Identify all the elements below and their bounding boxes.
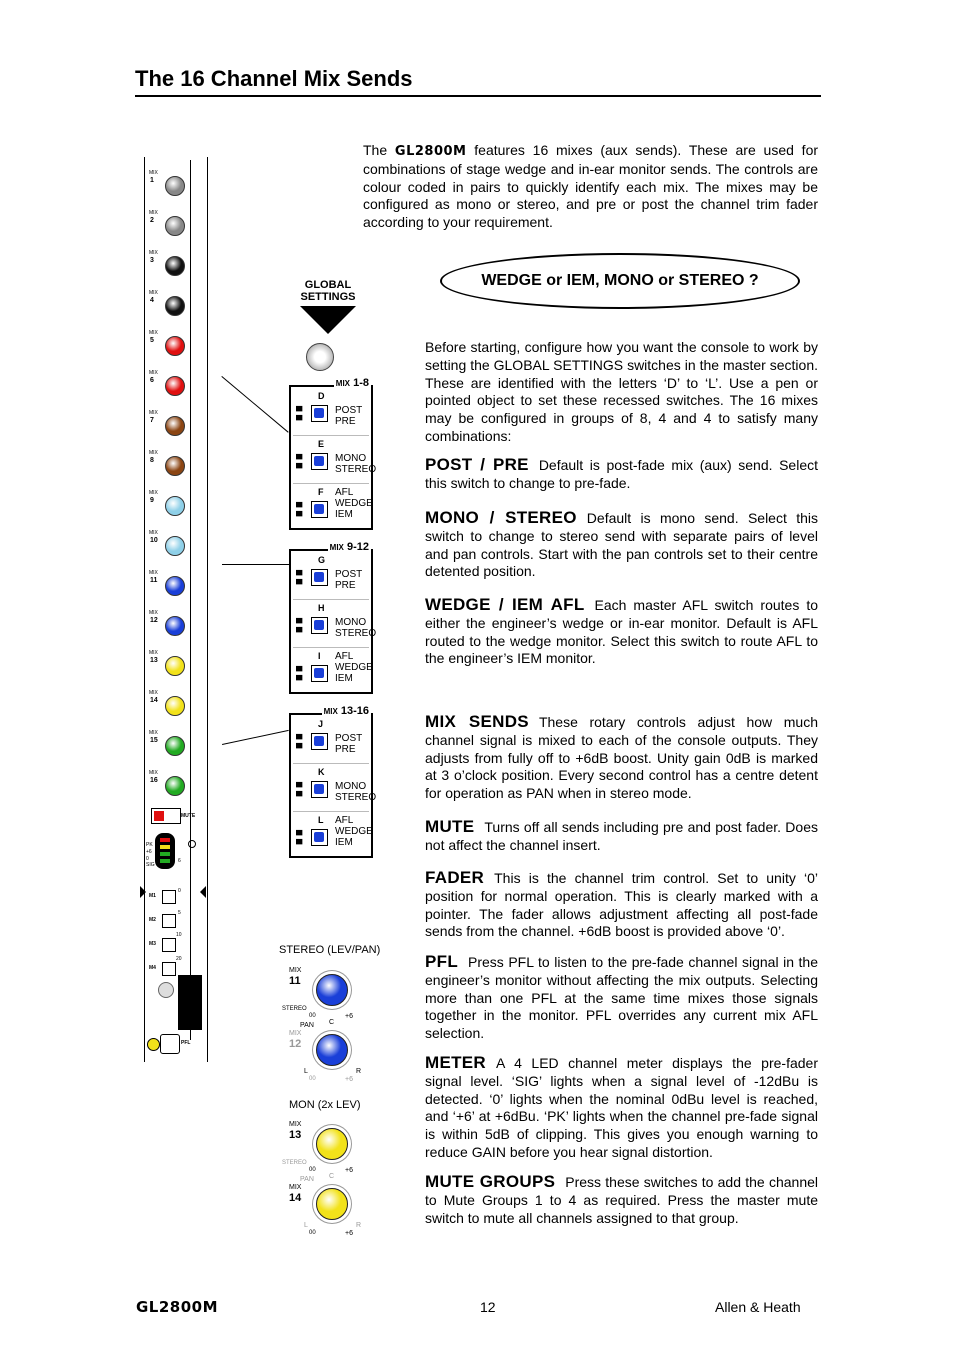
mute-group-m3-label: M3 <box>149 941 156 947</box>
mix-13-knob[interactable] <box>165 656 185 676</box>
section-text: Default is post-fade mix (aux) send. Select this switch to change to pre-fade. <box>425 457 818 491</box>
mon-level-knob-a[interactable] <box>316 1128 348 1160</box>
switch-labels <box>335 617 376 639</box>
panel-title-range: 9-12 <box>346 541 369 553</box>
page-number: 12 <box>480 1299 496 1315</box>
meter-label-0: 0 <box>146 856 149 862</box>
stereo-example-caption: STEREO (LEV/PAN) <box>279 944 381 956</box>
switch-row-l <box>291 815 371 867</box>
switch-i-button[interactable] <box>311 665 328 682</box>
row-divider <box>293 435 369 436</box>
stereo-word: STEREO <box>282 1006 307 1012</box>
switch-label-1: AFL <box>335 651 354 662</box>
stereo-level-knob[interactable] <box>316 974 348 1006</box>
mix-word: MIX <box>289 967 302 974</box>
mix-6-knob[interactable] <box>165 376 185 396</box>
pan-r-label: R <box>356 1068 362 1075</box>
stereo-word: STEREO <box>282 1160 307 1166</box>
fader-scale-10: 10 <box>176 932 182 938</box>
fader-unity-arrow-right <box>200 886 206 898</box>
mix-9-knob[interactable] <box>165 496 185 516</box>
mix-word: MIX <box>289 1184 302 1191</box>
scale-plus6: +6 <box>345 1076 353 1083</box>
section-heading: METER <box>425 1053 486 1072</box>
strip-mix-number: 11 <box>150 577 158 584</box>
intro-text: features 16 mixes (aux sends). These are used for combinations of stage wedge and in-ear monitor sends. The controls are colour coded in pairs to quickly identify each mix. The mixes may be configured as mono or stereo, and pre or post the channel trim fader according to your requirement. <box>363 142 819 231</box>
switch-letter: D <box>318 391 325 401</box>
product-logo: GL2800M <box>394 144 467 159</box>
switch-symbol-icon: ▀ ▀ <box>296 782 303 801</box>
strip-mix-word: MIX <box>149 770 158 776</box>
strip-mix-number: 13 <box>150 657 158 664</box>
stereo-example <box>282 962 382 1087</box>
panel-title-prefix: MIX <box>329 543 344 552</box>
pan-word: PAN <box>300 1022 314 1029</box>
switch-letter: I <box>318 651 321 661</box>
strip-mix-number: 7 <box>150 417 154 424</box>
switch-j-button[interactable] <box>311 733 328 750</box>
mix-10-knob[interactable] <box>165 536 185 556</box>
mute-group-m1-label: M1 <box>149 893 156 899</box>
switch-g-button[interactable] <box>311 569 328 586</box>
switch-h-button[interactable] <box>311 617 328 634</box>
stereo-pan-knob[interactable] <box>316 1034 348 1066</box>
switch-symbol-icon: ▀ ▀ <box>296 570 303 589</box>
intro-pre: The <box>363 142 388 158</box>
mute-group-m4-button[interactable] <box>162 962 176 976</box>
switch-label-2: WEDGE <box>335 498 373 509</box>
switch-symbol-icon: ▀ ▀ <box>296 666 303 685</box>
switch-label-2: PRE <box>335 416 356 427</box>
switch-letter: J <box>318 719 324 729</box>
strip-mix-number: 10 <box>150 537 158 544</box>
mix-number-a: 11 <box>289 975 301 987</box>
section-text: Press PFL to listen to the pre-fade channel signal in the engineer’s monitor without affecting the mix outputs. Selecting more than one PFL at the same time mixes those signals together in the monitor. PFL overrides any current mix AFL selection. <box>425 954 818 1042</box>
pfl-button[interactable] <box>160 1034 180 1054</box>
strip-mix-number: 3 <box>150 257 154 264</box>
scale-plus6: +6 <box>345 1167 353 1174</box>
mix-number-a: 13 <box>289 1129 302 1141</box>
mon-level-knob-b[interactable] <box>316 1188 348 1220</box>
mute-group-m2-label: M2 <box>149 917 156 923</box>
panel-title-range: 13-16 <box>340 705 369 717</box>
switch-label-1: MONO <box>335 781 367 792</box>
switch-row-i <box>291 651 371 703</box>
strip-mix-word: MIX <box>149 450 158 456</box>
switch-label-2: PRE <box>335 744 356 755</box>
section-mute-groups <box>425 1173 818 1227</box>
panel-title-prefix: MIX <box>323 707 338 716</box>
switch-label-2: STEREO <box>335 464 377 475</box>
strip-mix-number: 2 <box>150 217 154 224</box>
section-meter <box>425 1054 818 1162</box>
switch-f-button[interactable] <box>311 501 328 518</box>
strip-mix-word: MIX <box>149 690 158 696</box>
global-settings-arrow-icon <box>300 306 356 334</box>
section-text: This is the channel trim control. Set to unity ‘0’ position for normal operation. This is clearly marked with a pointer. The fader allows adjustment affecting all post-fade sends from the channel. +6dB boost is provided above ‘0’. <box>425 870 818 940</box>
strip-mix-number: 6 <box>150 377 154 384</box>
switch-symbol-icon: ▀ ▀ <box>296 406 303 425</box>
section-text: Each master AFL switch routes to either the engineer’s wedge or in-ear monitor. Default is AFL routed to the wedge monitor. Select this switch to route AFL to the engineer’s IEM monitor. <box>425 597 818 667</box>
fader-screw <box>188 840 196 848</box>
switch-letter: G <box>318 555 326 565</box>
strip-mix-word: MIX <box>149 610 158 616</box>
pan-word: PAN <box>300 1176 314 1183</box>
section-mute <box>425 818 818 855</box>
section-text: Turns off all sends including pre and post fader. Does not affect the channel insert. <box>425 819 818 853</box>
switch-labels <box>335 487 373 520</box>
fader-scale-6: 6 <box>178 858 181 864</box>
section-text: Press these switches to add the channel to Mute Groups 1 to 4 as required. Press the master mute switch to mute all channels assigned to that group. <box>425 1174 818 1226</box>
mix-number-b: 12 <box>289 1038 302 1050</box>
mix-11-knob[interactable] <box>165 576 185 596</box>
mix-15-knob[interactable] <box>165 736 185 756</box>
scale-off: 00 <box>309 1167 316 1173</box>
strip-mix-number: 8 <box>150 457 154 464</box>
strip-mix-word: MIX <box>149 730 158 736</box>
leader-line-1-8 <box>221 376 288 433</box>
switch-label-2: STEREO <box>335 628 377 639</box>
panel-title <box>334 377 371 389</box>
panel-title <box>322 705 371 717</box>
switch-k-button[interactable] <box>311 781 328 798</box>
switch-label-1: MONO <box>335 617 367 628</box>
leader-line-9-12 <box>222 564 290 565</box>
switch-letter: L <box>318 815 324 825</box>
row-divider <box>293 599 369 600</box>
mix-5-knob[interactable] <box>165 336 185 356</box>
strip-mix-number: 15 <box>150 737 158 744</box>
strip-mix-word: MIX <box>149 170 158 176</box>
mix-3-knob[interactable] <box>165 256 185 276</box>
before-starting-paragraph: Before starting, configure how you want the console to work by setting the GLOBAL SETTINGS switches in the master section. These are identified with the letters ‘D’ to ‘L’. Use a pen or pointed object to set these recessed switches. The 16 mixes may be configured in groups of 8, 4 and 4 to satisfy many combinations: <box>425 339 818 444</box>
switch-row-f <box>291 487 371 539</box>
pan-l-label: L <box>304 1068 308 1075</box>
switch-labels <box>335 405 362 427</box>
switch-label-1: MONO <box>335 453 367 464</box>
strip-mix-word: MIX <box>149 370 158 376</box>
mix-4-knob[interactable] <box>165 296 185 316</box>
meter-led-pk <box>160 838 170 842</box>
switch-label-1: AFL <box>335 815 354 826</box>
section-heading: MUTE GROUPS <box>425 1172 556 1191</box>
switch-label-3: IEM <box>335 837 353 848</box>
meter-led-sig <box>160 859 170 863</box>
panel-title-prefix: MIX <box>335 379 351 388</box>
mute-button[interactable] <box>151 808 181 824</box>
strip-mix-number: 4 <box>150 297 154 304</box>
strip-mix-word: MIX <box>149 650 158 656</box>
fader-scale-5: 5 <box>178 910 181 916</box>
footer-product-logo: GL2800M <box>136 1298 219 1316</box>
switch-letter: H <box>318 603 325 613</box>
switch-letter: F <box>318 487 324 497</box>
mute-indicator <box>154 811 164 821</box>
insert-screw <box>158 982 174 998</box>
switch-labels <box>335 453 376 475</box>
scale-off: 00 <box>309 1230 316 1236</box>
global-settings-label-line2: SETTINGS <box>300 291 356 303</box>
section-heading: POST / PRE <box>425 455 529 474</box>
strip-mix-word: MIX <box>149 410 158 416</box>
switch-labels <box>335 733 362 755</box>
mix-word: MIX <box>289 1121 302 1128</box>
strip-mix-number: 14 <box>150 697 158 704</box>
switch-symbol-icon: ▀ ▀ <box>296 734 303 753</box>
section-pfl <box>425 953 818 1043</box>
section-fader <box>425 869 818 941</box>
switch-symbol-icon: ▀ ▀ <box>296 454 303 473</box>
switch-l-button[interactable] <box>311 829 328 846</box>
mix-14-knob[interactable] <box>165 696 185 716</box>
callout-text: WEDGE or IEM, MONO or STEREO ? <box>481 272 759 289</box>
row-divider <box>293 811 369 812</box>
switch-label-2: PRE <box>335 580 356 591</box>
global-settings-panel-mix-13-16 <box>289 705 377 858</box>
meter-label-sig: SIG <box>146 862 155 868</box>
section-text: These rotary controls adjust how much channel signal is mixed to each of the console outputs. They adjusts from fully off to +6dB boost. Unity gain 0dB is marked at 3 o’clock position. Every second control has a centre detent for operation as PAN when in stereo mode. <box>425 714 819 802</box>
switch-labels <box>335 569 362 591</box>
mute-group-m1-button[interactable] <box>162 890 176 904</box>
mix-8-knob[interactable] <box>165 456 185 476</box>
fader-cap[interactable] <box>178 975 202 1030</box>
section-heading: MONO / STEREO <box>425 508 577 527</box>
mon-example <box>282 1116 382 1241</box>
mon-example-caption: MON (2x LEV) <box>289 1099 361 1111</box>
mix-number-b: 14 <box>289 1192 302 1204</box>
pan-c-label: C <box>329 1173 335 1180</box>
section-text: A 4 LED channel meter displays the pre-fader signal level. ‘SIG’ lights when a signal level of -12dBu is detected. ‘0’ lights when the nominal 0dBu level is reached, and ‘+6’ at +6dBu. ‘PK’ lights when the channel pre-fade signal is within 5dB of clipping. This gives you enough warning to reduce GAIN before you hear signal distortion. <box>425 1055 818 1160</box>
panel-title <box>328 541 371 553</box>
scale-plus6: +6 <box>345 1013 353 1020</box>
strip-mix-word: MIX <box>149 290 158 296</box>
switch-letter: K <box>318 767 325 777</box>
strip-mix-number: 1 <box>150 177 154 184</box>
strip-mix-word: MIX <box>149 570 158 576</box>
fader-unity-arrow-left <box>140 886 146 898</box>
strip-mix-word: MIX <box>149 250 158 256</box>
global-settings-panel-mix-9-12 <box>289 541 377 694</box>
strip-mix-word: MIX <box>149 330 158 336</box>
fader-scale-20: 20 <box>176 956 182 962</box>
row-divider <box>293 483 369 484</box>
strip-mix-word: MIX <box>149 490 158 496</box>
section-text: Default is mono send. Select this switch to change to stereo send with separate pairs of level and pan controls. Start with the pan controls set to their centre detented position. <box>425 510 819 580</box>
strip-mix-number: 16 <box>150 777 158 784</box>
strip-divider <box>190 160 191 1040</box>
pan-l-label: L <box>304 1222 308 1229</box>
section-heading: PFL <box>425 952 459 971</box>
switch-symbol-icon: ▀ ▀ <box>296 502 303 521</box>
switch-e-button[interactable] <box>311 453 328 470</box>
mix-2-knob[interactable] <box>165 216 185 236</box>
section-heading: FADER <box>425 868 485 887</box>
strip-mix-number: 5 <box>150 337 154 344</box>
switch-label-3: IEM <box>335 509 353 520</box>
section-post-pre <box>425 456 818 493</box>
meter-label-plus6: +6 <box>146 849 152 855</box>
row-divider <box>293 647 369 648</box>
pan-c-label: C <box>329 1019 335 1026</box>
meter-label-pk: PK <box>146 842 153 848</box>
row-divider <box>293 763 369 764</box>
mix-word: MIX <box>289 1030 302 1037</box>
panel-title-range: 1-8 <box>353 377 369 389</box>
scale-off: 00 <box>309 1076 316 1082</box>
switch-label-1: POST <box>335 733 363 744</box>
global-settings-label-line1: GLOBAL <box>304 279 352 291</box>
page-title: The 16 Channel Mix Sends <box>135 66 413 91</box>
pan-r-label: R <box>356 1222 362 1229</box>
mute-label: MUTE <box>181 813 196 819</box>
global-settings-screw-icon <box>306 343 334 371</box>
switch-labels <box>335 815 373 848</box>
leader-line-13-16 <box>222 730 289 745</box>
switch-labels <box>335 651 373 684</box>
switch-label-2: WEDGE <box>335 662 373 673</box>
section-wedge-iem <box>425 596 818 668</box>
strip-mix-word: MIX <box>149 530 158 536</box>
strip-mix-word: MIX <box>149 210 158 216</box>
mute-group-m4-label: M4 <box>149 965 156 971</box>
mute-group-m3-button[interactable] <box>162 938 176 952</box>
switch-label-1: POST <box>335 569 363 580</box>
switch-label-2: STEREO <box>335 792 377 803</box>
switch-label-3: IEM <box>335 673 353 684</box>
title-rule <box>135 95 821 97</box>
strip-mix-number: 9 <box>150 497 154 504</box>
strip-mix-number: 12 <box>150 617 158 624</box>
global-settings-panel-mix-1-8 <box>289 377 377 530</box>
section-heading: MUTE <box>425 817 475 836</box>
meter-led-0 <box>160 852 170 856</box>
switch-symbol-icon: ▀ ▀ <box>296 830 303 849</box>
switch-label-1: POST <box>335 405 363 416</box>
switch-symbol-icon: ▀ ▀ <box>296 618 303 637</box>
pfl-label: PFL <box>181 1040 191 1046</box>
meter-led-plus6 <box>160 845 170 849</box>
mix-12-knob[interactable] <box>165 616 185 636</box>
footer-brand: Allen & Heath <box>715 1299 801 1315</box>
pfl-led <box>147 1038 160 1051</box>
intro-paragraph <box>363 142 818 232</box>
mix-7-knob[interactable] <box>165 416 185 436</box>
section-heading: WEDGE / IEM AFL <box>425 595 585 614</box>
global-settings-label <box>296 279 360 303</box>
mix-16-knob[interactable] <box>165 776 185 796</box>
scale-plus6: +6 <box>345 1230 353 1237</box>
fader-scale-0: 0 <box>178 888 181 894</box>
section-mono-stereo <box>425 509 818 581</box>
switch-letter: E <box>318 439 325 449</box>
section-heading: MIX SENDS <box>425 712 529 731</box>
switch-labels <box>335 781 376 803</box>
switch-label-2: WEDGE <box>335 826 373 837</box>
meter <box>155 833 175 869</box>
switch-d-button[interactable] <box>311 405 328 422</box>
scale-off: 00 <box>309 1013 316 1019</box>
mix-1-knob[interactable] <box>165 176 185 196</box>
switch-label-1: AFL <box>335 487 354 498</box>
mute-group-m2-button[interactable] <box>162 914 176 928</box>
section-mix-sends <box>425 713 818 803</box>
